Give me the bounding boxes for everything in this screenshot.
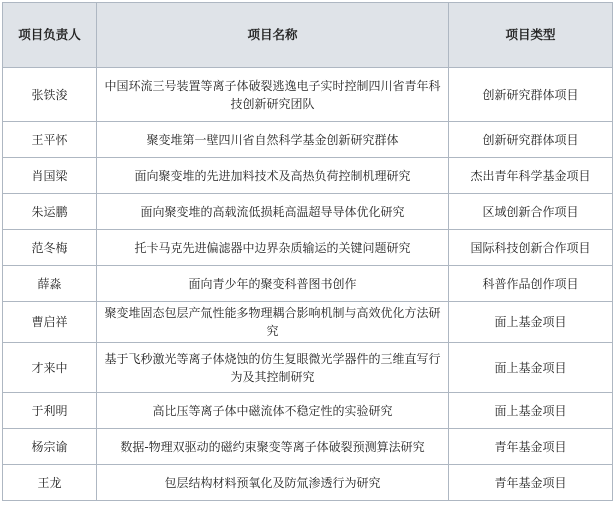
cell-project-name: 高比压等离子体中磁流体不稳定性的实验研究 xyxy=(97,393,449,429)
table-header-row xyxy=(3,3,613,68)
cell-project-name: 面向聚变堆的高载流低损耗高温超导导体优化研究 xyxy=(97,194,449,230)
cell-project-type: 科普作品创作项目 xyxy=(449,266,613,302)
cell-project-type: 青年基金项目 xyxy=(449,429,613,465)
cell-leader: 杨宗谕 xyxy=(3,429,97,465)
table-row xyxy=(3,68,613,122)
cell-leader: 于利明 xyxy=(3,393,97,429)
table-row xyxy=(3,465,613,501)
cell-leader: 才来中 xyxy=(3,343,97,393)
cell-project-name: 托卡马克先进偏滤器中边界杂质输运的关键问题研究 xyxy=(97,230,449,266)
table-row xyxy=(3,230,613,266)
cell-leader: 王龙 xyxy=(3,465,97,501)
cell-project-type: 创新研究群体项目 xyxy=(449,68,613,122)
cell-leader: 曹启祥 xyxy=(3,302,97,343)
table-row xyxy=(3,266,613,302)
cell-project-name: 数据-物理双驱动的磁约束聚变等离子体破裂预测算法研究 xyxy=(97,429,449,465)
header-leader: 项目负责人 xyxy=(3,3,97,68)
cell-leader: 朱运鹏 xyxy=(3,194,97,230)
cell-leader: 范冬梅 xyxy=(3,230,97,266)
project-table xyxy=(2,2,613,501)
cell-leader: 薛淼 xyxy=(3,266,97,302)
table-row xyxy=(3,158,613,194)
header-name: 项目名称 xyxy=(97,3,449,68)
cell-project-type: 杰出青年科学基金项目 xyxy=(449,158,613,194)
table-row xyxy=(3,302,613,343)
cell-project-name: 聚变堆固态包层产氚性能多物理耦合影响机制与高效优化方法研究 xyxy=(97,302,449,343)
cell-project-type: 青年基金项目 xyxy=(449,465,613,501)
table-row xyxy=(3,429,613,465)
cell-leader: 张铁浚 xyxy=(3,68,97,122)
cell-project-type: 面上基金项目 xyxy=(449,302,613,343)
table-row xyxy=(3,343,613,393)
cell-project-type: 面上基金项目 xyxy=(449,343,613,393)
cell-project-type: 国际科技创新合作项目 xyxy=(449,230,613,266)
cell-project-name: 聚变堆第一壁四川省自然科学基金创新研究群体 xyxy=(97,122,449,158)
cell-project-name: 包层结构材料预氧化及防氚渗透行为研究 xyxy=(97,465,449,501)
table-row xyxy=(3,122,613,158)
cell-project-name: 中国环流三号装置等离子体破裂逃逸电子实时控制四川省青年科技创新研究团队 xyxy=(97,68,449,122)
cell-leader: 王平怀 xyxy=(3,122,97,158)
cell-leader: 肖国梁 xyxy=(3,158,97,194)
cell-project-name: 基于飞秒激光等离子体烧蚀的仿生复眼微光学器件的三维直写行为及其控制研究 xyxy=(97,343,449,393)
cell-project-type: 面上基金项目 xyxy=(449,393,613,429)
table-row xyxy=(3,194,613,230)
cell-project-name: 面向青少年的聚变科普图书创作 xyxy=(97,266,449,302)
cell-project-type: 区域创新合作项目 xyxy=(449,194,613,230)
cell-project-name: 面向聚变堆的先进加料技术及高热负荷控制机理研究 xyxy=(97,158,449,194)
cell-project-type: 创新研究群体项目 xyxy=(449,122,613,158)
header-type: 项目类型 xyxy=(449,3,613,68)
table-row xyxy=(3,393,613,429)
